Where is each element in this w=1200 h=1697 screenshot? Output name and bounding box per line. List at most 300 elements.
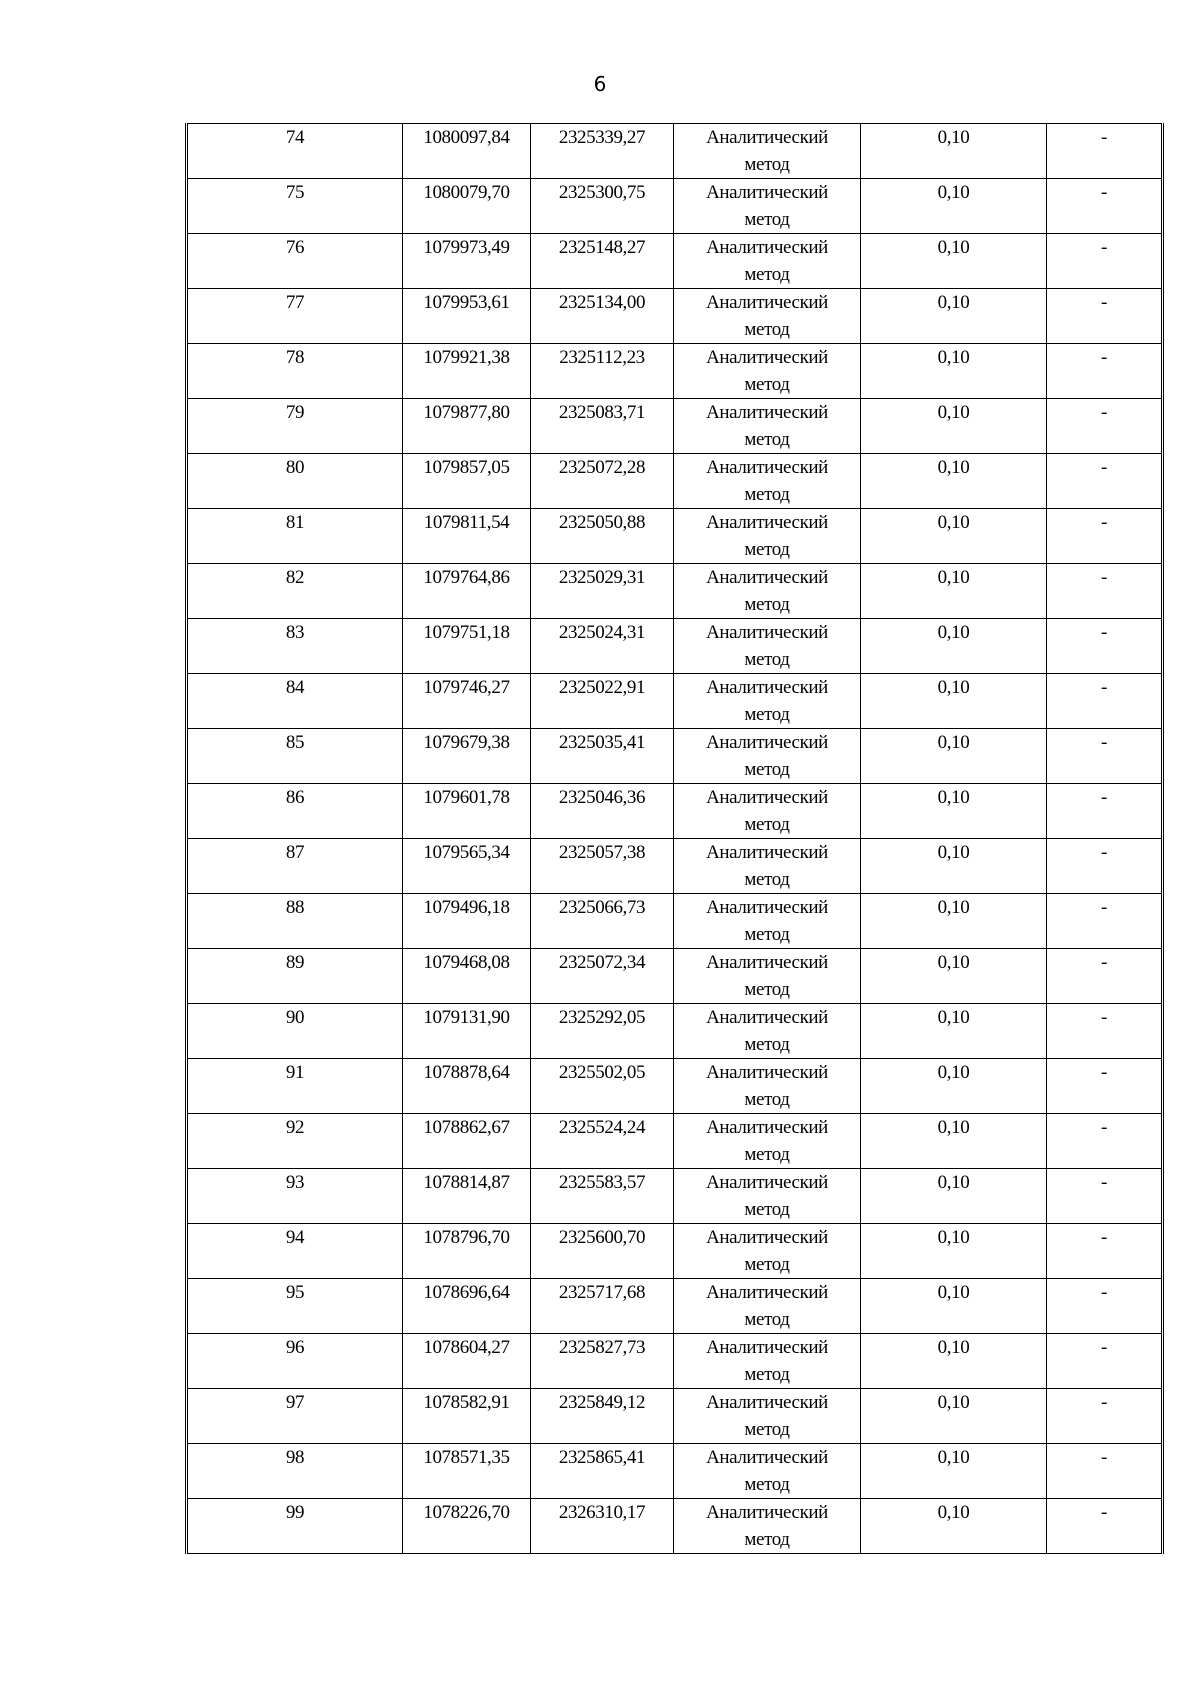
method-cell-text: Аналитический метод: [706, 567, 828, 615]
y-coordinate-cell-text: 2325827,73: [558, 1337, 646, 1358]
method-cell-text: Аналитический метод: [706, 457, 828, 505]
x-coordinate-cell-text: 1079131,90: [423, 1007, 510, 1028]
point-number-cell-text: 85: [285, 732, 305, 753]
table-row: [187, 1279, 1163, 1334]
note-cell: [1047, 399, 1163, 454]
point-number-cell: [187, 619, 403, 674]
accuracy-cell-text: 0,10: [937, 732, 970, 753]
accuracy-cell-text: 0,10: [937, 1227, 970, 1248]
x-coordinate-cell-text: 1079751,18: [423, 622, 510, 643]
x-coordinate-cell: [403, 509, 531, 564]
y-coordinate-cell-text: 2325865,41: [558, 1447, 646, 1468]
point-number-cell-text: 80: [285, 457, 305, 478]
y-coordinate-cell-text: 2325300,75: [558, 182, 646, 203]
x-coordinate-cell-text: 1079877,80: [423, 402, 510, 423]
accuracy-cell-text: 0,10: [937, 622, 970, 643]
x-coordinate-cell: [403, 1059, 531, 1114]
note-cell: [1047, 1279, 1163, 1334]
note-cell: [1047, 509, 1163, 564]
accuracy-cell-text: 0,10: [937, 402, 970, 423]
accuracy-cell-text: 0,10: [937, 292, 970, 313]
x-coordinate-cell-text: 1079679,38: [423, 732, 510, 753]
y-coordinate-cell: [531, 784, 674, 839]
method-cell: [674, 1224, 861, 1279]
y-coordinate-cell-text: 2325066,73: [558, 897, 646, 918]
x-coordinate-cell-text: 1079764,86: [423, 567, 510, 588]
x-coordinate-cell: [403, 1169, 531, 1224]
note-cell-text: -: [1101, 1337, 1107, 1358]
accuracy-cell-text: 0,10: [937, 842, 970, 863]
point-number-cell-text: 76: [285, 237, 305, 258]
accuracy-cell-text: 0,10: [937, 127, 970, 148]
accuracy-cell: [861, 1114, 1047, 1169]
note-cell: [1047, 619, 1163, 674]
accuracy-cell: [861, 289, 1047, 344]
method-cell-text: Аналитический метод: [706, 1172, 828, 1220]
point-number-cell: [187, 949, 403, 1004]
method-cell-text: Аналитический метод: [706, 732, 828, 780]
y-coordinate-cell-text: 2325717,68: [558, 1282, 646, 1303]
note-cell-text: -: [1101, 1062, 1107, 1083]
note-cell-text: -: [1101, 1172, 1107, 1193]
table-row: [187, 839, 1163, 894]
accuracy-cell: [861, 1334, 1047, 1389]
note-cell-text: -: [1101, 1282, 1107, 1303]
point-number-cell-text: 86: [285, 787, 305, 808]
y-coordinate-cell-text: 2325083,71: [558, 402, 646, 423]
accuracy-cell-text: 0,10: [937, 1062, 970, 1083]
y-coordinate-cell-text: 2325292,05: [558, 1007, 646, 1028]
table-row: [187, 1114, 1163, 1169]
method-cell-text: Аналитический метод: [706, 1447, 828, 1495]
note-cell: [1047, 1004, 1163, 1059]
x-coordinate-cell-text: 1079601,78: [423, 787, 510, 808]
point-number-cell-text: 93: [285, 1172, 305, 1193]
y-coordinate-cell: [531, 124, 674, 179]
x-coordinate-cell-text: 1078226,70: [423, 1502, 510, 1523]
x-coordinate-cell-text: 1079746,27: [423, 677, 510, 698]
method-cell: [674, 1334, 861, 1389]
y-coordinate-cell: [531, 1499, 674, 1554]
table-row: [187, 454, 1163, 509]
note-cell-text: -: [1101, 1447, 1107, 1468]
table-row: [187, 894, 1163, 949]
point-number-cell: [187, 1114, 403, 1169]
method-cell: [674, 674, 861, 729]
note-cell-text: -: [1101, 842, 1107, 863]
x-coordinate-cell-text: 1079468,08: [423, 952, 510, 973]
y-coordinate-cell-text: 2326310,17: [558, 1502, 646, 1523]
x-coordinate-cell-text: 1079565,34: [423, 842, 510, 863]
note-cell: [1047, 1114, 1163, 1169]
accuracy-cell: [861, 949, 1047, 1004]
accuracy-cell-text: 0,10: [937, 457, 970, 478]
point-number-cell: [187, 1499, 403, 1554]
method-cell-text: Аналитический метод: [706, 1337, 828, 1385]
method-cell: [674, 1114, 861, 1169]
y-coordinate-cell: [531, 289, 674, 344]
x-coordinate-cell: [403, 1114, 531, 1169]
point-number-cell: [187, 344, 403, 399]
note-cell-text: -: [1101, 1117, 1107, 1138]
y-coordinate-cell: [531, 509, 674, 564]
y-coordinate-cell: [531, 1169, 674, 1224]
x-coordinate-cell-text: 1078582,91: [423, 1392, 510, 1413]
point-number-cell: [187, 784, 403, 839]
point-number-cell-text: 97: [285, 1392, 305, 1413]
x-coordinate-cell: [403, 1004, 531, 1059]
x-coordinate-cell-text: 1079496,18: [423, 897, 510, 918]
x-coordinate-cell: [403, 344, 531, 399]
accuracy-cell-text: 0,10: [937, 1447, 970, 1468]
x-coordinate-cell-text: 1078796,70: [423, 1227, 510, 1248]
x-coordinate-cell: [403, 234, 531, 289]
method-cell-text: Аналитический метод: [706, 897, 828, 945]
accuracy-cell-text: 0,10: [937, 567, 970, 588]
note-cell-text: -: [1101, 512, 1107, 533]
y-coordinate-cell-text: 2325022,91: [558, 677, 646, 698]
accuracy-cell: [861, 179, 1047, 234]
note-cell: [1047, 289, 1163, 344]
x-coordinate-cell: [403, 674, 531, 729]
y-coordinate-cell: [531, 454, 674, 509]
accuracy-cell-text: 0,10: [937, 897, 970, 918]
point-number-cell: [187, 1059, 403, 1114]
method-cell: [674, 509, 861, 564]
accuracy-cell-text: 0,10: [937, 1282, 970, 1303]
x-coordinate-cell: [403, 1499, 531, 1554]
x-coordinate-cell-text: 1078696,64: [423, 1282, 510, 1303]
point-number-cell: [187, 1224, 403, 1279]
y-coordinate-cell-text: 2325112,23: [559, 347, 645, 368]
y-coordinate-cell: [531, 344, 674, 399]
point-number-cell-text: 99: [285, 1502, 305, 1523]
method-cell: [674, 289, 861, 344]
y-coordinate-cell-text: 2325148,27: [558, 237, 646, 258]
note-cell: [1047, 1444, 1163, 1499]
table-row: [187, 124, 1163, 179]
table-row: [187, 1004, 1163, 1059]
accuracy-cell: [861, 729, 1047, 784]
x-coordinate-cell: [403, 619, 531, 674]
point-number-cell: [187, 1444, 403, 1499]
point-number-cell: [187, 179, 403, 234]
table-row: [187, 344, 1163, 399]
method-cell-text: Аналитический метод: [706, 1392, 828, 1440]
x-coordinate-cell: [403, 289, 531, 344]
table-row: [187, 674, 1163, 729]
accuracy-cell-text: 0,10: [937, 1007, 970, 1028]
table-row: [187, 509, 1163, 564]
accuracy-cell: [861, 344, 1047, 399]
y-coordinate-cell: [531, 399, 674, 454]
y-coordinate-cell: [531, 729, 674, 784]
y-coordinate-cell: [531, 894, 674, 949]
note-cell: [1047, 124, 1163, 179]
note-cell-text: -: [1101, 347, 1107, 368]
point-number-cell: [187, 894, 403, 949]
note-cell: [1047, 949, 1163, 1004]
table-row: [187, 564, 1163, 619]
method-cell: [674, 1004, 861, 1059]
note-cell: [1047, 784, 1163, 839]
y-coordinate-cell-text: 2325029,31: [558, 567, 646, 588]
note-cell-text: -: [1101, 677, 1107, 698]
note-cell: [1047, 839, 1163, 894]
note-cell-text: -: [1101, 127, 1107, 148]
point-number-cell-text: 82: [285, 567, 305, 588]
point-number-cell-text: 92: [285, 1117, 305, 1138]
note-cell: [1047, 1059, 1163, 1114]
x-coordinate-cell: [403, 949, 531, 1004]
x-coordinate-cell: [403, 729, 531, 784]
point-number-cell: [187, 564, 403, 619]
accuracy-cell: [861, 1279, 1047, 1334]
accuracy-cell-text: 0,10: [937, 952, 970, 973]
point-number-cell-text: 81: [285, 512, 305, 533]
table-row: [187, 949, 1163, 1004]
method-cell-text: Аналитический метод: [706, 237, 828, 285]
table-row: [187, 234, 1163, 289]
note-cell-text: -: [1101, 292, 1107, 313]
x-coordinate-cell-text: 1080079,70: [423, 182, 510, 203]
y-coordinate-cell: [531, 1444, 674, 1499]
method-cell-text: Аналитический метод: [706, 402, 828, 450]
table-row: [187, 619, 1163, 674]
point-number-cell-text: 79: [285, 402, 305, 423]
method-cell-text: Аналитический метод: [706, 622, 828, 670]
table-row: [187, 729, 1163, 784]
point-number-cell-text: 83: [285, 622, 305, 643]
accuracy-cell-text: 0,10: [937, 1117, 970, 1138]
y-coordinate-cell-text: 2325524,24: [558, 1117, 646, 1138]
note-cell-text: -: [1101, 1392, 1107, 1413]
table-row: [187, 179, 1163, 234]
accuracy-cell-text: 0,10: [937, 1502, 970, 1523]
accuracy-cell: [861, 1224, 1047, 1279]
x-coordinate-cell-text: 1079811,54: [423, 512, 510, 533]
y-coordinate-cell-text: 2325072,28: [558, 457, 646, 478]
method-cell-text: Аналитический метод: [706, 677, 828, 725]
method-cell-text: Аналитический метод: [706, 182, 828, 230]
y-coordinate-cell-text: 2325046,36: [558, 787, 646, 808]
y-coordinate-cell-text: 2325050,88: [558, 512, 646, 533]
y-coordinate-cell: [531, 1389, 674, 1444]
method-cell: [674, 839, 861, 894]
x-coordinate-cell: [403, 1389, 531, 1444]
table-row: [187, 399, 1163, 454]
x-coordinate-cell: [403, 784, 531, 839]
x-coordinate-cell: [403, 454, 531, 509]
method-cell-text: Аналитический метод: [706, 347, 828, 395]
coordinates-table: [185, 123, 1164, 1554]
point-number-cell: [187, 674, 403, 729]
table-row: [187, 1444, 1163, 1499]
y-coordinate-cell-text: 2325600,70: [558, 1227, 646, 1248]
method-cell: [674, 619, 861, 674]
method-cell: [674, 1169, 861, 1224]
point-number-cell: [187, 1389, 403, 1444]
x-coordinate-cell: [403, 894, 531, 949]
y-coordinate-cell-text: 2325035,41: [558, 732, 646, 753]
table-row: [187, 289, 1163, 344]
note-cell: [1047, 1334, 1163, 1389]
method-cell: [674, 1499, 861, 1554]
method-cell: [674, 454, 861, 509]
point-number-cell-text: 74: [285, 127, 305, 148]
method-cell-text: Аналитический метод: [706, 787, 828, 835]
table-row: [187, 784, 1163, 839]
accuracy-cell-text: 0,10: [937, 1337, 970, 1358]
method-cell: [674, 179, 861, 234]
y-coordinate-cell-text: 2325583,57: [558, 1172, 646, 1193]
method-cell: [674, 1279, 861, 1334]
point-number-cell: [187, 399, 403, 454]
y-coordinate-cell: [531, 839, 674, 894]
point-number-cell-text: 88: [285, 897, 305, 918]
table-row: [187, 1059, 1163, 1114]
y-coordinate-cell: [531, 179, 674, 234]
y-coordinate-cell: [531, 1059, 674, 1114]
point-number-cell-text: 87: [285, 842, 305, 863]
method-cell: [674, 784, 861, 839]
point-number-cell: [187, 454, 403, 509]
point-number-cell-text: 91: [285, 1062, 305, 1083]
accuracy-cell-text: 0,10: [937, 1392, 970, 1413]
note-cell: [1047, 729, 1163, 784]
x-coordinate-cell-text: 1079921,38: [423, 347, 510, 368]
accuracy-cell: [861, 399, 1047, 454]
y-coordinate-cell-text: 2325024,31: [558, 622, 646, 643]
accuracy-cell-text: 0,10: [937, 512, 970, 533]
method-cell-text: Аналитический метод: [706, 842, 828, 890]
x-coordinate-cell-text: 1079953,61: [423, 292, 510, 313]
note-cell: [1047, 234, 1163, 289]
accuracy-cell: [861, 124, 1047, 179]
note-cell-text: -: [1101, 567, 1107, 588]
method-cell: [674, 1444, 861, 1499]
note-cell-text: -: [1101, 402, 1107, 423]
note-cell-text: -: [1101, 787, 1107, 808]
table-row: [187, 1224, 1163, 1279]
note-cell: [1047, 674, 1163, 729]
method-cell: [674, 894, 861, 949]
note-cell-text: -: [1101, 457, 1107, 478]
point-number-cell-text: 84: [285, 677, 305, 698]
table-row: [187, 1389, 1163, 1444]
y-coordinate-cell: [531, 619, 674, 674]
method-cell: [674, 949, 861, 1004]
accuracy-cell: [861, 509, 1047, 564]
y-coordinate-cell-text: 2325339,27: [558, 127, 646, 148]
point-number-cell-text: 75: [285, 182, 305, 203]
note-cell: [1047, 1499, 1163, 1554]
method-cell-text: Аналитический метод: [706, 1282, 828, 1330]
table-body: [187, 124, 1163, 1554]
x-coordinate-cell: [403, 179, 531, 234]
x-coordinate-cell: [403, 399, 531, 454]
x-coordinate-cell-text: 1078571,35: [423, 1447, 510, 1468]
method-cell: [674, 344, 861, 399]
table-row: [187, 1499, 1163, 1554]
x-coordinate-cell: [403, 1334, 531, 1389]
note-cell-text: -: [1101, 952, 1107, 973]
y-coordinate-cell: [531, 1224, 674, 1279]
accuracy-cell-text: 0,10: [937, 182, 970, 203]
accuracy-cell-text: 0,10: [937, 1172, 970, 1193]
x-coordinate-cell-text: 1078862,67: [423, 1117, 510, 1138]
point-number-cell: [187, 1004, 403, 1059]
point-number-cell: [187, 124, 403, 179]
y-coordinate-cell-text: 2325502,05: [558, 1062, 646, 1083]
note-cell: [1047, 564, 1163, 619]
method-cell: [674, 564, 861, 619]
accuracy-cell: [861, 1499, 1047, 1554]
accuracy-cell: [861, 894, 1047, 949]
y-coordinate-cell: [531, 1334, 674, 1389]
note-cell: [1047, 344, 1163, 399]
note-cell-text: -: [1101, 1502, 1107, 1523]
y-coordinate-cell: [531, 1004, 674, 1059]
method-cell: [674, 234, 861, 289]
point-number-cell: [187, 839, 403, 894]
table-row: [187, 1169, 1163, 1224]
x-coordinate-cell: [403, 124, 531, 179]
note-cell-text: -: [1101, 732, 1107, 753]
y-coordinate-cell: [531, 234, 674, 289]
y-coordinate-cell: [531, 949, 674, 1004]
method-cell: [674, 124, 861, 179]
accuracy-cell: [861, 1004, 1047, 1059]
y-coordinate-cell-text: 2325849,12: [558, 1392, 646, 1413]
accuracy-cell-text: 0,10: [937, 787, 970, 808]
note-cell: [1047, 179, 1163, 234]
method-cell-text: Аналитический метод: [706, 292, 828, 340]
note-cell-text: -: [1101, 897, 1107, 918]
x-coordinate-cell: [403, 1444, 531, 1499]
point-number-cell-text: 94: [285, 1227, 305, 1248]
point-number-cell-text: 78: [285, 347, 305, 368]
note-cell-text: -: [1101, 182, 1107, 203]
x-coordinate-cell: [403, 839, 531, 894]
accuracy-cell: [861, 564, 1047, 619]
note-cell: [1047, 1389, 1163, 1444]
method-cell: [674, 399, 861, 454]
note-cell: [1047, 894, 1163, 949]
point-number-cell-text: 77: [285, 292, 305, 313]
accuracy-cell: [861, 1059, 1047, 1114]
accuracy-cell: [861, 784, 1047, 839]
x-coordinate-cell-text: 1080097,84: [423, 127, 510, 148]
y-coordinate-cell: [531, 674, 674, 729]
x-coordinate-cell: [403, 564, 531, 619]
accuracy-cell: [861, 619, 1047, 674]
note-cell: [1047, 454, 1163, 509]
method-cell: [674, 1389, 861, 1444]
note-cell-text: -: [1101, 1227, 1107, 1248]
accuracy-cell: [861, 1389, 1047, 1444]
point-number-cell: [187, 1279, 403, 1334]
note-cell-text: -: [1101, 1007, 1107, 1028]
accuracy-cell: [861, 1444, 1047, 1499]
table-row: [187, 1334, 1163, 1389]
method-cell-text: Аналитический метод: [706, 1502, 828, 1550]
accuracy-cell-text: 0,10: [937, 677, 970, 698]
note-cell-text: -: [1101, 237, 1107, 258]
x-coordinate-cell-text: 1078878,64: [423, 1062, 510, 1083]
method-cell: [674, 1059, 861, 1114]
point-number-cell-text: 90: [285, 1007, 305, 1028]
